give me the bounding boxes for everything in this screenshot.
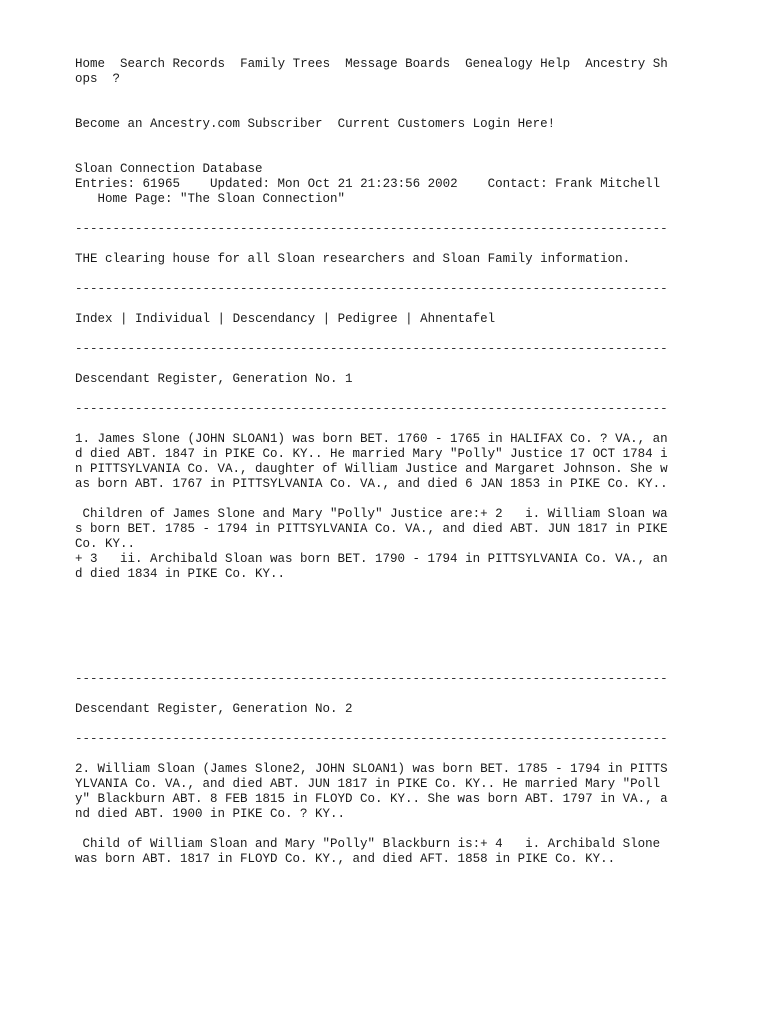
account-links bbox=[75, 117, 675, 132]
login-link[interactable]: Current Customers Login Here! bbox=[337, 117, 556, 131]
document-body bbox=[75, 57, 675, 867]
view-pedigree-link[interactable]: Pedigree bbox=[337, 312, 398, 326]
nav-help-link[interactable]: ? bbox=[112, 72, 121, 86]
generation-1-child-3: + 3 ii. Archibald Sloan was born BET. 1790 - 1794 in PITTSYLVANIA Co. VA., and died 1834 in PIKE Co. KY.. bbox=[75, 552, 668, 581]
generation-2-entry: 2. William Sloan (James Slone2, JOHN SLOAN1) was born BET. 1785 - 1794 in PITTSYLVANIA Co. VA., and died ABT. JUN 1817 in PIKE Co. KY.. He married Mary "Polly" Blackburn ABT. 8 FEB 1815 in FLOYD Co. KY.. She was born ABT. 1797 in VA., and died ABT. 1900 in PIKE Co. ? KY.. bbox=[75, 762, 668, 821]
contact-link[interactable]: Contact: Frank Mitchell bbox=[487, 177, 661, 191]
nav-search-records-link[interactable]: Search Records bbox=[120, 57, 226, 71]
nav-message-boards-link[interactable]: Message Boards bbox=[345, 57, 451, 71]
homepage-line bbox=[75, 192, 675, 207]
view-index-link[interactable]: Index bbox=[75, 312, 113, 326]
subscribe-link[interactable]: Become an Ancestry.com Subscriber bbox=[75, 117, 323, 131]
nav-home-link[interactable]: Home bbox=[75, 57, 106, 71]
database-title: Sloan Connection Database bbox=[75, 162, 263, 176]
view-links: Index | Individual | Descendancy | Pedigree | Ahnentafel bbox=[75, 312, 496, 326]
divider: ------------------------------------------------------------------------------- bbox=[75, 282, 668, 296]
nav-genealogy-help-link[interactable]: Genealogy Help bbox=[465, 57, 571, 71]
entries-count: Entries: 61965 bbox=[75, 177, 181, 191]
view-descendancy-link[interactable]: Descendancy bbox=[232, 312, 316, 326]
database-meta bbox=[75, 177, 675, 192]
divider: ------------------------------------------------------------------------------- bbox=[75, 672, 668, 686]
generation-2-heading: Descendant Register, Generation No. 2 bbox=[75, 702, 353, 716]
divider: ------------------------------------------------------------------------------- bbox=[75, 342, 668, 356]
view-ahnentafel-link[interactable]: Ahnentafel bbox=[420, 312, 496, 326]
generation-2-children: Child of William Sloan and Mary "Polly" Blackburn is:+ 4 i. Archibald Slone was born ABT. 1817 in FLOYD Co. KY., and died AFT. 1858 in PIKE Co. KY.. bbox=[75, 837, 668, 866]
homepage-link[interactable]: Home Page: "The Sloan Connection" bbox=[97, 192, 346, 206]
divider: ------------------------------------------------------------------------------- bbox=[75, 732, 668, 746]
generation-1-heading: Descendant Register, Generation No. 1 bbox=[75, 372, 353, 386]
updated-date: Updated: Mon Oct 21 21:23:56 2002 bbox=[210, 177, 458, 191]
nav-family-trees-link[interactable]: Family Trees bbox=[240, 57, 331, 71]
generation-1-children: Children of James Slone and Mary "Polly" Justice are:+ 2 i. William Sloan was born BET. 1785 - 1794 in PITTSYLVANIA Co. VA., and died ABT. JUN 1817 in PIKE Co. KY.. bbox=[75, 507, 676, 551]
divider: ------------------------------------------------------------------------------- bbox=[75, 402, 668, 416]
view-individual-link[interactable]: Individual bbox=[135, 312, 211, 326]
nav-ancestry-shops-link[interactable]: Ancestry Shops bbox=[75, 57, 668, 86]
generation-1-entry: 1. James Slone (JOHN SLOAN1) was born BET. 1760 - 1765 in HALIFAX Co. ? VA., and died ABT. 1847 in PIKE Co. KY.. He married Mary "Polly" Justice 17 OCT 1784 in PITTSYLVANIA Co. VA., daughter of William Justice and Margaret Johnson. She was born ABT. 1767 in PITTSYLVANIA Co. VA., and died 6 JAN 1853 in PIKE Co. KY.. bbox=[75, 432, 668, 491]
top-nav bbox=[75, 57, 675, 87]
tagline: THE clearing house for all Sloan researchers and Sloan Family information. bbox=[75, 252, 631, 266]
divider: ------------------------------------------------------------------------------- bbox=[75, 222, 668, 236]
